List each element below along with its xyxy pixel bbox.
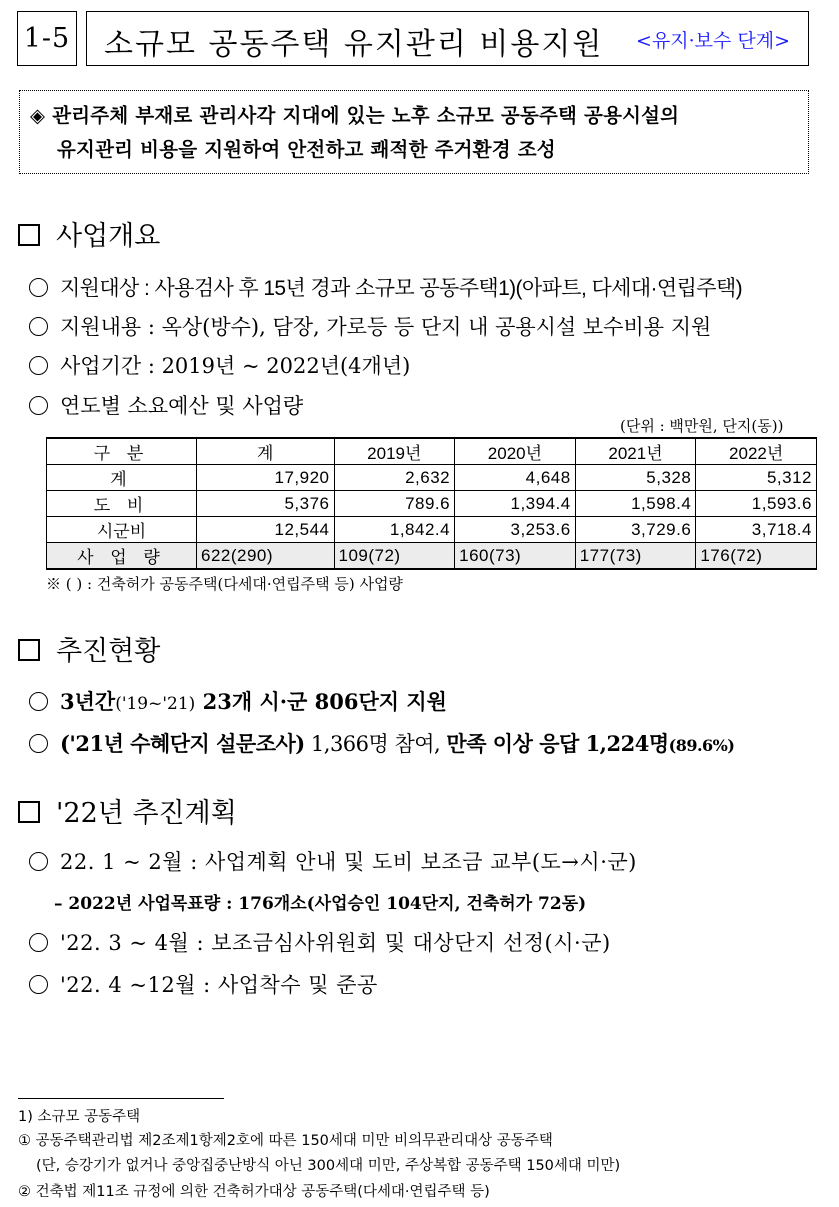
plan-item-2: '22. 3 ~ 4월 : 보조금심사위원회 및 대상단지 선정(시·군): [29, 927, 611, 957]
footnote-line-3: ② 건축법 제11조 규정에 의한 건축허가대상 공동주택(다세대·연립주택 등): [18, 1184, 490, 1200]
plan-item-3: '22. 4 ~12월 : 사업착수 및 준공: [29, 969, 378, 999]
goal-line-1: ◈ 관리주체 부재로 관리사각 지대에 있는 노후 소규모 공동주택 공용시설의: [30, 104, 680, 127]
section-heading-status: 추진현황: [18, 629, 160, 668]
status-line-1: 3년간('19~'21) 23개 시·군 806단지 지원: [29, 686, 447, 716]
table-row: 사 업 량 622(290) 109(72) 160(73) 177(73) 176(72): [47, 543, 817, 570]
overview-budget-label: 연도별 소요예산 및 사업량: [29, 390, 303, 420]
footnote-line-1: ① 공동주택관리법 제2조제1항제2호에 따른 150세대 미만 비의무관리대상 공동주택: [18, 1133, 553, 1149]
page-title: 소규모 공동주택 유지관리 비용지원: [104, 27, 604, 62]
diamond-bullet-icon: ◈: [30, 104, 46, 127]
plan-item-1: 22. 1 ~ 2월 : 사업계획 안내 및 도비 보조금 교부(도→시·군): [29, 846, 637, 876]
circle-bullet-icon: [29, 933, 48, 952]
overview-content: 지원내용 : 옥상(방수), 담장, 가로등 등 단지 내 공용시설 보수비용 지원: [29, 311, 711, 341]
budget-table: [46, 437, 817, 570]
circle-bullet-icon: [29, 692, 48, 711]
table-row: 계 17,920 2,632 4,648 5,328 5,312: [47, 465, 817, 491]
square-bullet-icon: [18, 801, 40, 823]
overview-target: 지원대상 : 사용검사 후 15년 경과 소규모 공동주택1)(아파트, 다세대·연립주택): [29, 272, 742, 302]
table-row: 시군비 12,544 1,842.4 3,253.6 3,729.6 3,718.4: [47, 517, 817, 543]
circle-bullet-icon: [29, 975, 48, 994]
circle-bullet-icon: [29, 396, 48, 415]
stage-label: <유지·보수 단계>: [636, 30, 791, 52]
footnote-line-2: (단, 승강기가 없거나 중앙집중난방식 아닌 300세대 미만, 주상복합 공동주택 150세대 미만): [36, 1158, 621, 1174]
footnote-rule: [18, 1098, 224, 1099]
plan-subitem-1: – 2022년 사업목표량 : 176개소(사업승인 104단지, 건축허가 72동): [54, 894, 587, 914]
circle-bullet-icon: [29, 734, 48, 753]
table-unit: (단위 : 백만원, 단지(동)): [620, 417, 784, 435]
square-bullet-icon: [18, 224, 40, 246]
circle-bullet-icon: [29, 356, 48, 375]
goal-line-2: 유지관리 비용을 지원하여 안전하고 쾌적한 주거환경 조성: [57, 138, 556, 161]
table-header-row: 구 분 계 2019년 2020년 2021년 2022년: [47, 438, 817, 465]
footnote-title: 1) 소규모 공동주택: [18, 1109, 141, 1125]
section-number: 1-5: [17, 11, 77, 66]
square-bullet-icon: [18, 639, 40, 661]
table-row: 도 비 5,376 789.6 1,394.4 1,598.4 1,593.6: [47, 491, 817, 517]
status-line-2: ('21년 수혜단지 설문조사) 1,366명 참여, 만족 이상 응답 1,224명(89.6%): [29, 728, 734, 758]
overview-period: 사업기간 : 2019년 ~ 2022년(4개년): [29, 350, 410, 380]
table-note: ※ ( ) : 건축허가 공동주택(다세대·연립주택 등) 사업량: [46, 575, 403, 593]
circle-bullet-icon: [29, 317, 48, 336]
circle-bullet-icon: [29, 278, 48, 297]
section-heading-plan: '22년 추진계획: [18, 791, 237, 830]
section-heading-overview: 사업개요: [18, 214, 160, 253]
circle-bullet-icon: [29, 852, 48, 871]
